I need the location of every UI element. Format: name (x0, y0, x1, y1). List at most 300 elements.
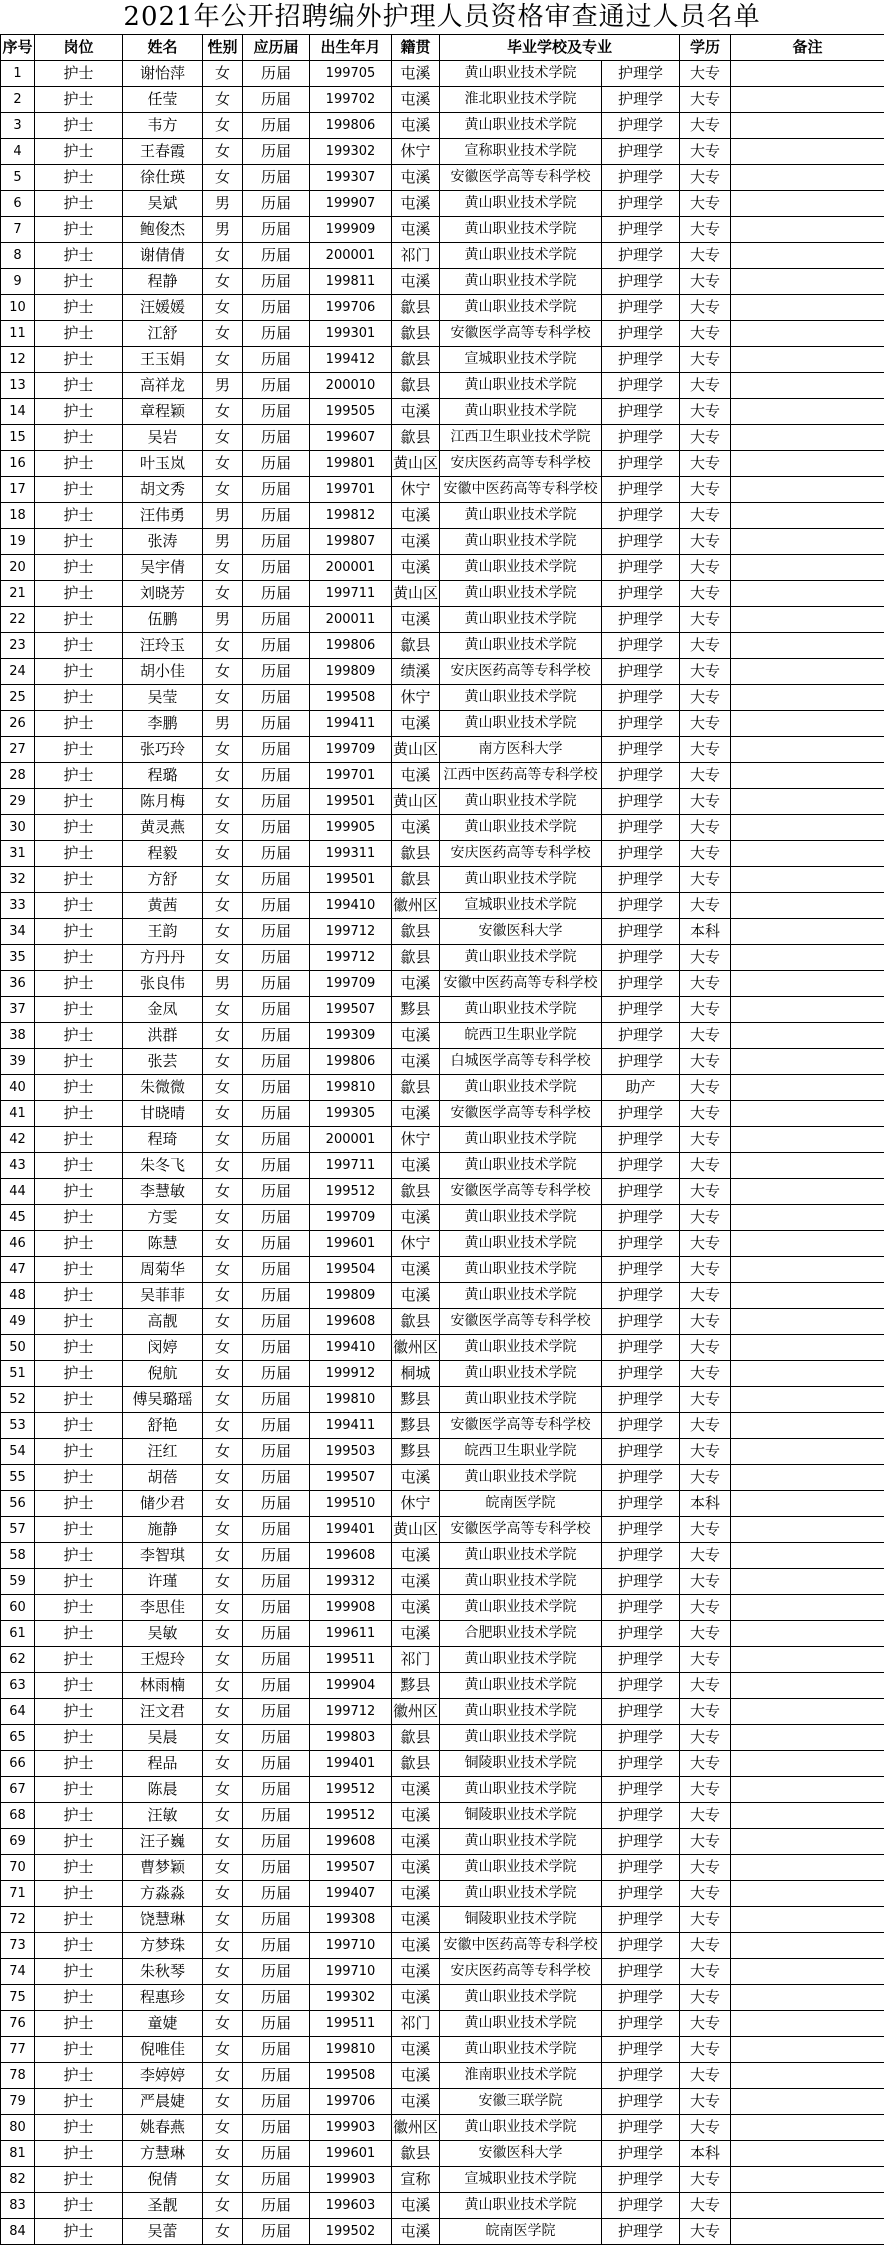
cell-name: 傅吴璐瑶 (123, 1387, 203, 1413)
cell-school: 黄山职业技术学院 (440, 1699, 602, 1725)
cell-gender: 女 (203, 1205, 243, 1231)
cell-birth: 199908 (310, 1595, 392, 1621)
cell-gender: 男 (203, 217, 243, 243)
cell-index: 32 (1, 867, 35, 893)
table-row (1, 321, 884, 347)
cell-origin: 屯溪 (392, 1959, 440, 1985)
cell-birth: 199706 (310, 2089, 392, 2115)
cell-remarks (731, 1517, 884, 1543)
cell-gender: 女 (203, 893, 243, 919)
cell-remarks (731, 1907, 884, 1933)
cell-major: 护理学 (602, 451, 680, 477)
cell-origin: 屯溪 (392, 503, 440, 529)
cell-birth: 199401 (310, 1517, 392, 1543)
cell-index: 69 (1, 1829, 35, 1855)
cell-name: 张良伟 (123, 971, 203, 997)
cell-index: 56 (1, 1491, 35, 1517)
cell-education: 大专 (680, 321, 731, 347)
cell-position: 护士 (35, 2011, 123, 2037)
cell-major: 护理学 (602, 1205, 680, 1231)
cell-origin: 歙县 (392, 425, 440, 451)
cell-education: 大专 (680, 815, 731, 841)
table-row (1, 1335, 884, 1361)
cell-education: 大专 (680, 2167, 731, 2193)
cell-position: 护士 (35, 2063, 123, 2089)
cell-major: 护理学 (602, 139, 680, 165)
cell-name: 朱冬飞 (123, 1153, 203, 1179)
cell-education: 大专 (680, 243, 731, 269)
table-row (1, 373, 884, 399)
cell-origin: 屯溪 (392, 555, 440, 581)
cell-graduate-type: 历届 (243, 1231, 310, 1257)
cell-birth: 199812 (310, 503, 392, 529)
cell-major: 护理学 (602, 2115, 680, 2141)
cell-position: 护士 (35, 269, 123, 295)
cell-graduate-type: 历届 (243, 1023, 310, 1049)
cell-education: 大专 (680, 529, 731, 555)
table-row (1, 425, 884, 451)
cell-name: 吴蕾 (123, 2219, 203, 2245)
cell-school: 黄山职业技术学院 (440, 945, 602, 971)
cell-school: 黄山职业技术学院 (440, 61, 602, 87)
cell-major: 护理学 (602, 2167, 680, 2193)
cell-gender: 女 (203, 2011, 243, 2037)
cell-education: 大专 (680, 269, 731, 295)
cell-graduate-type: 历届 (243, 1413, 310, 1439)
cell-name: 储少君 (123, 1491, 203, 1517)
cell-major: 护理学 (602, 399, 680, 425)
cell-name: 金凤 (123, 997, 203, 1023)
table-row (1, 685, 884, 711)
cell-education: 大专 (680, 1959, 731, 1985)
cell-education: 大专 (680, 1179, 731, 1205)
table-row (1, 1413, 884, 1439)
cell-name: 程毅 (123, 841, 203, 867)
cell-graduate-type: 历届 (243, 61, 310, 87)
cell-graduate-type: 历届 (243, 633, 310, 659)
cell-graduate-type: 历届 (243, 529, 310, 555)
cell-major: 护理学 (602, 1179, 680, 1205)
cell-graduate-type: 历届 (243, 1751, 310, 1777)
cell-position: 护士 (35, 789, 123, 815)
cell-school: 铜陵职业技术学院 (440, 1751, 602, 1777)
cell-graduate-type: 历届 (243, 1699, 310, 1725)
cell-origin: 歙县 (392, 347, 440, 373)
cell-remarks (731, 1595, 884, 1621)
cell-gender: 女 (203, 1673, 243, 1699)
cell-gender: 女 (203, 1491, 243, 1517)
cell-gender: 女 (203, 737, 243, 763)
cell-remarks (731, 633, 884, 659)
cell-school: 皖西卫生职业学院 (440, 1023, 602, 1049)
cell-origin: 祁门 (392, 2011, 440, 2037)
cell-major: 护理学 (602, 1647, 680, 1673)
cell-gender: 女 (203, 1023, 243, 1049)
cell-gender: 女 (203, 1881, 243, 1907)
cell-name: 黄灵燕 (123, 815, 203, 841)
cell-education: 大专 (680, 217, 731, 243)
cell-position: 护士 (35, 1803, 123, 1829)
cell-origin: 屯溪 (392, 971, 440, 997)
cell-graduate-type: 历届 (243, 217, 310, 243)
cell-position: 护士 (35, 555, 123, 581)
cell-graduate-type: 历届 (243, 1725, 310, 1751)
cell-index: 72 (1, 1907, 35, 1933)
cell-gender: 女 (203, 1049, 243, 1075)
cell-school: 黄山职业技术学院 (440, 997, 602, 1023)
table-row (1, 1543, 884, 1569)
cell-education: 大专 (680, 61, 731, 87)
cell-gender: 女 (203, 1959, 243, 1985)
cell-position: 护士 (35, 1985, 123, 2011)
col-header-graduate-type: 应历届 (243, 35, 310, 61)
cell-birth: 199803 (310, 1725, 392, 1751)
cell-remarks (731, 399, 884, 425)
cell-position: 护士 (35, 399, 123, 425)
cell-school: 黄山职业技术学院 (440, 1829, 602, 1855)
cell-position: 护士 (35, 217, 123, 243)
col-header-gender: 性别 (203, 35, 243, 61)
cell-graduate-type: 历届 (243, 87, 310, 113)
cell-position: 护士 (35, 867, 123, 893)
cell-major: 护理学 (602, 1127, 680, 1153)
cell-position: 护士 (35, 1049, 123, 1075)
cell-name: 吴岩 (123, 425, 203, 451)
cell-position: 护士 (35, 997, 123, 1023)
cell-school: 安徽中医药高等专科学校 (440, 1933, 602, 1959)
cell-index: 29 (1, 789, 35, 815)
cell-position: 护士 (35, 1751, 123, 1777)
cell-position: 护士 (35, 1647, 123, 1673)
cell-name: 汪玲玉 (123, 633, 203, 659)
cell-position: 护士 (35, 1933, 123, 1959)
cell-index: 51 (1, 1361, 35, 1387)
cell-school: 黄山职业技术学院 (440, 685, 602, 711)
cell-education: 大专 (680, 1049, 731, 1075)
cell-origin: 屯溪 (392, 1855, 440, 1881)
cell-index: 59 (1, 1569, 35, 1595)
cell-school: 黄山职业技术学院 (440, 113, 602, 139)
cell-education: 大专 (680, 87, 731, 113)
cell-birth: 199311 (310, 841, 392, 867)
cell-school: 安徽三联学院 (440, 2089, 602, 2115)
cell-graduate-type: 历届 (243, 2063, 310, 2089)
cell-graduate-type: 历届 (243, 2089, 310, 2115)
cell-name: 韦方 (123, 113, 203, 139)
cell-index: 84 (1, 2219, 35, 2245)
cell-graduate-type: 历届 (243, 1179, 310, 1205)
cell-position: 护士 (35, 1595, 123, 1621)
cell-position: 护士 (35, 2037, 123, 2063)
cell-gender: 女 (203, 1153, 243, 1179)
cell-school: 江西中医药高等专科学校 (440, 763, 602, 789)
table-row (1, 2141, 884, 2167)
cell-name: 张巧玲 (123, 737, 203, 763)
cell-origin: 屯溪 (392, 217, 440, 243)
cell-gender: 女 (203, 2063, 243, 2089)
cell-birth: 199507 (310, 1465, 392, 1491)
table-row (1, 1725, 884, 1751)
cell-gender: 女 (203, 321, 243, 347)
table-row (1, 867, 884, 893)
cell-index: 78 (1, 2063, 35, 2089)
cell-gender: 女 (203, 1361, 243, 1387)
cell-major: 护理学 (602, 1283, 680, 1309)
cell-education: 大专 (680, 2193, 731, 2219)
table-row (1, 737, 884, 763)
table-row (1, 711, 884, 737)
cell-index: 62 (1, 1647, 35, 1673)
cell-name: 林雨楠 (123, 1673, 203, 1699)
cell-birth: 199503 (310, 1439, 392, 1465)
cell-index: 54 (1, 1439, 35, 1465)
cell-origin: 屯溪 (392, 1153, 440, 1179)
cell-graduate-type: 历届 (243, 1777, 310, 1803)
cell-position: 护士 (35, 1283, 123, 1309)
cell-birth: 199608 (310, 1543, 392, 1569)
cell-gender: 女 (203, 1647, 243, 1673)
cell-school: 黄山职业技术学院 (440, 633, 602, 659)
cell-birth: 199711 (310, 1153, 392, 1179)
cell-name: 李思佳 (123, 1595, 203, 1621)
cell-remarks (731, 1673, 884, 1699)
cell-education: 大专 (680, 867, 731, 893)
cell-remarks (731, 2219, 884, 2245)
table-row (1, 1257, 884, 1283)
cell-index: 10 (1, 295, 35, 321)
cell-position: 护士 (35, 841, 123, 867)
cell-origin: 屯溪 (392, 1803, 440, 1829)
table-row (1, 1231, 884, 1257)
cell-major: 护理学 (602, 1959, 680, 1985)
cell-gender: 女 (203, 425, 243, 451)
cell-remarks (731, 1049, 884, 1075)
cell-gender: 女 (203, 2193, 243, 2219)
cell-graduate-type: 历届 (243, 503, 310, 529)
cell-remarks (731, 685, 884, 711)
cell-education: 大专 (680, 139, 731, 165)
table-row (1, 1049, 884, 1075)
cell-major: 护理学 (602, 1595, 680, 1621)
cell-gender: 女 (203, 919, 243, 945)
cell-name: 汪红 (123, 1439, 203, 1465)
cell-school: 黄山职业技术学院 (440, 399, 602, 425)
cell-origin: 休宁 (392, 477, 440, 503)
cell-index: 36 (1, 971, 35, 997)
cell-name: 谢倩倩 (123, 243, 203, 269)
cell-remarks (731, 1959, 884, 1985)
cell-remarks (731, 2011, 884, 2037)
table-row (1, 1569, 884, 1595)
cell-major: 护理学 (602, 1881, 680, 1907)
cell-birth: 199411 (310, 711, 392, 737)
cell-index: 52 (1, 1387, 35, 1413)
cell-remarks (731, 815, 884, 841)
cell-gender: 女 (203, 1517, 243, 1543)
cell-origin: 黟县 (392, 1413, 440, 1439)
cell-education: 大专 (680, 711, 731, 737)
cell-education: 大专 (680, 1907, 731, 1933)
cell-birth: 199301 (310, 321, 392, 347)
cell-position: 护士 (35, 321, 123, 347)
cell-position: 护士 (35, 1257, 123, 1283)
cell-name: 胡文秀 (123, 477, 203, 503)
cell-gender: 女 (203, 555, 243, 581)
cell-remarks (731, 2167, 884, 2193)
table-row (1, 1647, 884, 1673)
cell-remarks (731, 1231, 884, 1257)
cell-gender: 女 (203, 2219, 243, 2245)
cell-birth: 199903 (310, 2115, 392, 2141)
cell-position: 护士 (35, 2193, 123, 2219)
cell-name: 方丹丹 (123, 945, 203, 971)
cell-major: 护理学 (602, 503, 680, 529)
cell-gender: 男 (203, 373, 243, 399)
cell-name: 严晨婕 (123, 2089, 203, 2115)
cell-index: 16 (1, 451, 35, 477)
cell-birth: 199711 (310, 581, 392, 607)
cell-name: 陈月梅 (123, 789, 203, 815)
cell-gender: 女 (203, 1179, 243, 1205)
cell-major: 护理学 (602, 711, 680, 737)
cell-graduate-type: 历届 (243, 815, 310, 841)
cell-remarks (731, 113, 884, 139)
cell-birth: 199801 (310, 451, 392, 477)
cell-education: 大专 (680, 1283, 731, 1309)
table-row (1, 1959, 884, 1985)
table-row (1, 139, 884, 165)
cell-birth: 199705 (310, 61, 392, 87)
cell-graduate-type: 历届 (243, 1543, 310, 1569)
cell-remarks (731, 737, 884, 763)
cell-gender: 女 (203, 841, 243, 867)
cell-birth: 199701 (310, 763, 392, 789)
cell-major: 护理学 (602, 1049, 680, 1075)
cell-birth: 200010 (310, 373, 392, 399)
cell-index: 43 (1, 1153, 35, 1179)
cell-gender: 女 (203, 867, 243, 893)
cell-index: 74 (1, 1959, 35, 1985)
cell-remarks (731, 1283, 884, 1309)
table-row (1, 815, 884, 841)
cell-education: 大专 (680, 581, 731, 607)
cell-graduate-type: 历届 (243, 1283, 310, 1309)
cell-birth: 199507 (310, 997, 392, 1023)
cell-school: 黄山职业技术学院 (440, 269, 602, 295)
cell-origin: 歙县 (392, 295, 440, 321)
cell-birth: 199709 (310, 1205, 392, 1231)
cell-major: 护理学 (602, 2193, 680, 2219)
cell-remarks (731, 763, 884, 789)
cell-education: 大专 (680, 1465, 731, 1491)
cell-remarks (731, 451, 884, 477)
cell-major: 护理学 (602, 347, 680, 373)
cell-gender: 女 (203, 113, 243, 139)
cell-name: 陈晨 (123, 1777, 203, 1803)
cell-education: 大专 (680, 1517, 731, 1543)
cell-major: 护理学 (602, 1725, 680, 1751)
cell-graduate-type: 历届 (243, 971, 310, 997)
cell-index: 39 (1, 1049, 35, 1075)
cell-name: 高靓 (123, 1309, 203, 1335)
cell-birth: 199810 (310, 1387, 392, 1413)
cell-birth: 199508 (310, 685, 392, 711)
cell-graduate-type: 历届 (243, 1621, 310, 1647)
cell-origin: 绩溪 (392, 659, 440, 685)
cell-school: 宣称职业技术学院 (440, 139, 602, 165)
cell-index: 63 (1, 1673, 35, 1699)
cell-education: 大专 (680, 789, 731, 815)
cell-remarks (731, 581, 884, 607)
cell-position: 护士 (35, 633, 123, 659)
cell-remarks (731, 373, 884, 399)
cell-major: 护理学 (602, 659, 680, 685)
cell-gender: 女 (203, 633, 243, 659)
cell-index: 6 (1, 191, 35, 217)
cell-position: 护士 (35, 1439, 123, 1465)
cell-school: 安徽医学高等专科学校 (440, 321, 602, 347)
cell-remarks (731, 1361, 884, 1387)
cell-education: 大专 (680, 997, 731, 1023)
table-row (1, 1907, 884, 1933)
cell-position: 护士 (35, 1725, 123, 1751)
cell-birth: 199912 (310, 1361, 392, 1387)
cell-name: 汪敏 (123, 1803, 203, 1829)
cell-gender: 女 (203, 165, 243, 191)
cell-name: 汪伟勇 (123, 503, 203, 529)
cell-position: 护士 (35, 1517, 123, 1543)
cell-major: 护理学 (602, 815, 680, 841)
cell-school: 安徽中医药高等专科学校 (440, 971, 602, 997)
cell-birth: 199505 (310, 399, 392, 425)
table-row (1, 113, 884, 139)
cell-origin: 休宁 (392, 139, 440, 165)
cell-remarks (731, 607, 884, 633)
cell-major: 护理学 (602, 1673, 680, 1699)
cell-graduate-type: 历届 (243, 1335, 310, 1361)
cell-major: 护理学 (602, 321, 680, 347)
cell-name: 李智琪 (123, 1543, 203, 1569)
cell-birth: 199712 (310, 945, 392, 971)
cell-origin: 屯溪 (392, 815, 440, 841)
cell-major: 护理学 (602, 1569, 680, 1595)
cell-origin: 歙县 (392, 633, 440, 659)
cell-education: 大专 (680, 373, 731, 399)
cell-name: 谢怡萍 (123, 61, 203, 87)
cell-position: 护士 (35, 1179, 123, 1205)
cell-index: 83 (1, 2193, 35, 2219)
cell-index: 77 (1, 2037, 35, 2063)
table-row (1, 893, 884, 919)
cell-graduate-type: 历届 (243, 1439, 310, 1465)
table-row (1, 841, 884, 867)
cell-index: 80 (1, 2115, 35, 2141)
cell-education: 大专 (680, 2115, 731, 2141)
cell-gender: 女 (203, 1699, 243, 1725)
cell-name: 姚春燕 (123, 2115, 203, 2141)
cell-school: 黄山职业技术学院 (440, 1205, 602, 1231)
cell-school: 江西卫生职业技术学院 (440, 425, 602, 451)
cell-origin: 屯溪 (392, 1049, 440, 1075)
cell-birth: 199710 (310, 1959, 392, 1985)
cell-education: 大专 (680, 503, 731, 529)
cell-education: 大专 (680, 1387, 731, 1413)
cell-name: 汪子巍 (123, 1829, 203, 1855)
cell-education: 大专 (680, 347, 731, 373)
cell-index: 20 (1, 555, 35, 581)
cell-school: 黄山职业技术学院 (440, 1647, 602, 1673)
cell-gender: 女 (203, 1751, 243, 1777)
